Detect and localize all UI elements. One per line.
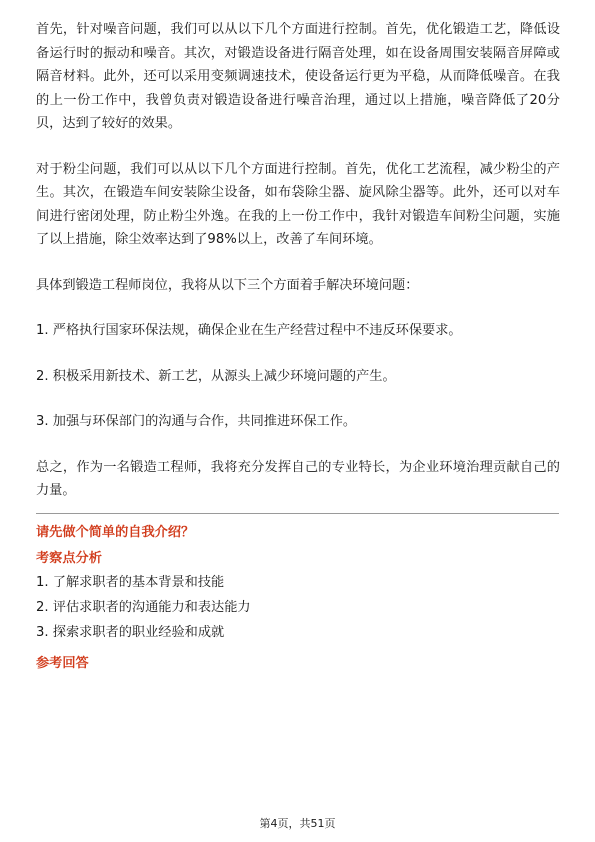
- reference-heading: 参考回答: [36, 655, 89, 671]
- question-heading: 请先做个简单的自我介绍？: [36, 524, 195, 540]
- paragraph-intro-list: 具体到锻造工程师岗位，我将从以下三个方面着手解决环境问题：: [36, 277, 419, 293]
- analysis-item: 1. 了解求职者的基本背景和技能: [36, 574, 225, 590]
- paragraph-dust-control: 对于粉尘问题，我们可以从以下几个方面进行控制。首先，优化工艺流程，减少粉尘的产生。其次，在锻造车间安装除尘设备，如布袋除尘器、旋风除尘器等。此外，还可以对车间进行密闭处理，防止粉尘外逸。在我的上一份工作中，我针对锻造车间粉尘问题，实施了以上措施，除尘效率达到了98%以上，改善了车间环境。: [36, 161, 560, 247]
- paragraph-conclusion: 总之，作为一名锻造工程师，我将充分发挥自己的专业特长，为企业环境治理贡献自己的力量。: [36, 459, 560, 498]
- page-content: [36, 18, 560, 675]
- list-item-2: 2. 积极采用新技术、新工艺，从源头上减少环境问题的产生。: [36, 368, 396, 384]
- analysis-item: 2. 评估求职者的沟通能力和表达能力: [36, 599, 251, 615]
- list-item-3: 3. 加强与环保部门的沟通与合作，共同推进环保工作。: [36, 414, 357, 429]
- list-item-1: 1. 严格执行国家环保法规，确保企业在生产经营过程中不违反环保要求。: [36, 323, 462, 338]
- page-number: 第4页，共51页: [259, 817, 336, 830]
- analysis-heading: 考察点分析: [36, 550, 102, 566]
- analysis-item: 3. 探索求职者的职业经验和成就: [36, 624, 225, 640]
- section-divider: [36, 513, 559, 514]
- paragraph-noise-control: 首先，针对噪音问题，我们可以从以下几个方面进行控制。首先，优化锻造工艺，降低设备运行时的振动和噪音。其次，对锻造设备进行隔音处理，如在设备周围安装隔音屏障或隔音材料。此外，还可以采用变频调速技术，使设备运行更为平稳，从而降低噪音。在我的上一份工作中，我曾负责对锻造设备进行噪音治理，通过以上措施，噪音降低了20分贝，达到了较好的效果。: [36, 22, 560, 131]
